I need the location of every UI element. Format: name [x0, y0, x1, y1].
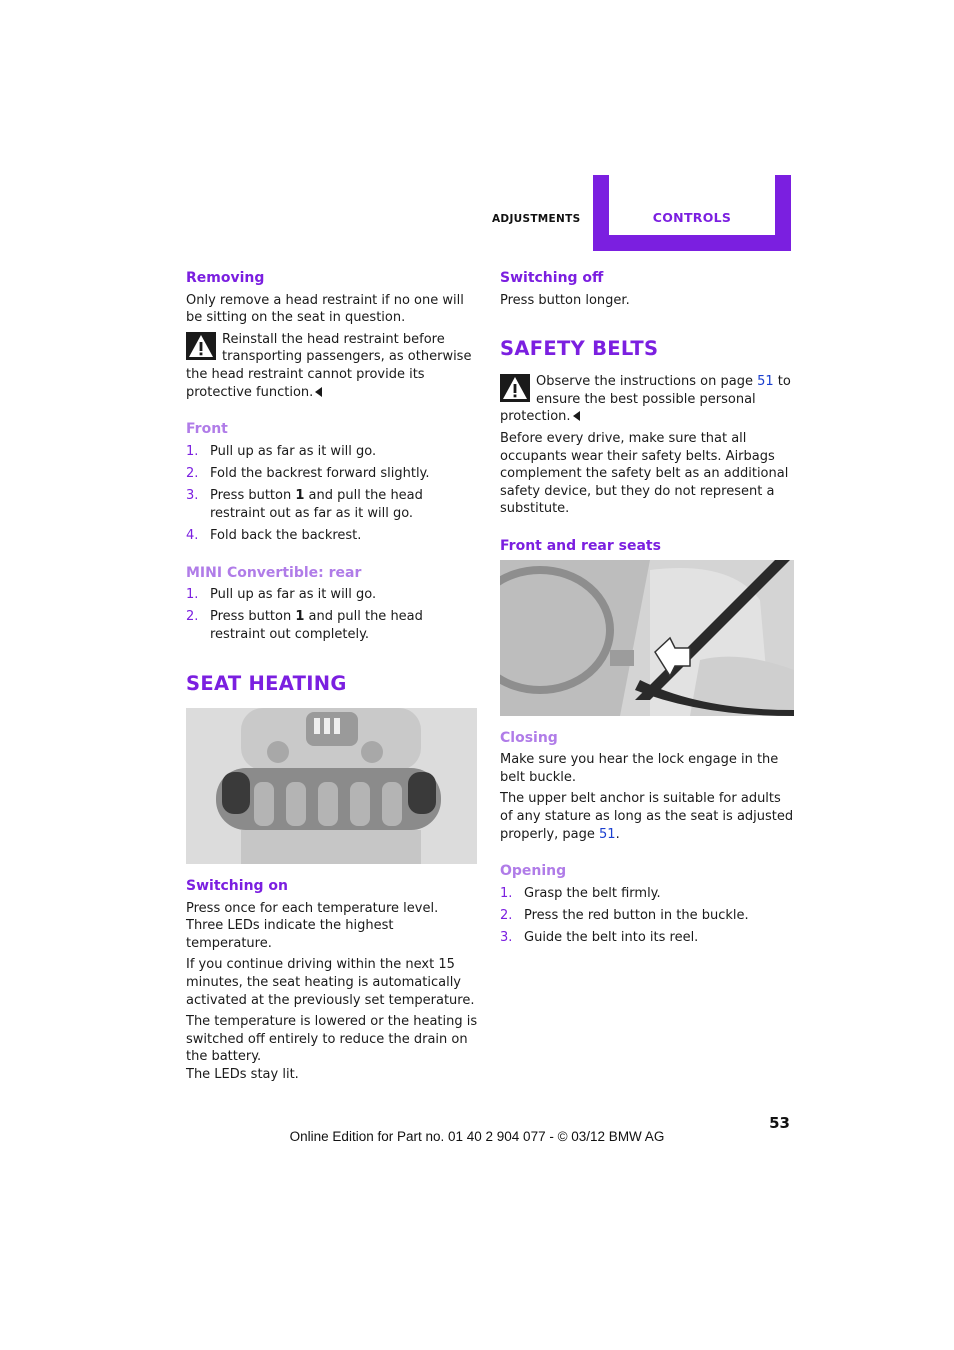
chapter-tab-label[interactable]: CONTROLS	[652, 210, 732, 225]
front-heading: Front	[186, 421, 228, 438]
front-rear-heading: Front and rear seats	[500, 537, 661, 554]
list-item: 3. Press button 1 and pull the head restraint out as far as it will go.	[186, 487, 423, 521]
page-link[interactable]: 51	[757, 374, 774, 390]
end-mark-icon	[573, 411, 580, 421]
warning-icon	[500, 374, 530, 402]
closing-text-2: The upper belt anchor is suitable for adults of any stature as long as the seat is adjusted properly, page 51.	[500, 791, 794, 842]
list-item: 1. Pull up as far as it will go.	[186, 587, 377, 603]
safety-belts-warning: Observe the instructions on page 51 to ensure the best possible personal protection.	[500, 374, 791, 425]
list-item: 1. Grasp the belt firmly.	[500, 885, 661, 901]
switching-on-heading: Switching on	[186, 878, 289, 895]
removing-warning	[186, 331, 478, 401]
switching-on-text-3: If you continue driving within the next 15 minutes, the seat heating is automatically activated at the previously set temperature.	[186, 957, 475, 1008]
switching-on-text-1: Press once for each temperature level.	[186, 900, 439, 916]
seat-heating-figure	[186, 708, 477, 864]
removing-intro: Only remove a head restraint if no one will be sitting on the seat in question.	[186, 292, 464, 326]
list-item: 4. Fold back the backrest.	[186, 527, 362, 543]
end-mark-icon	[315, 387, 322, 397]
switching-on-text-4: The temperature is lowered or the heating is switched off entirely to reduce the drain on the battery.	[186, 1014, 478, 1065]
page-number: 53	[769, 1114, 790, 1132]
removing-warning-text: Reinstall the head restraint before transporting passengers, as otherwise the head restraint cannot provide its protective function.	[186, 331, 472, 400]
switching-on-text-5: The LEDs stay lit.	[186, 1067, 299, 1083]
opening-steps	[500, 885, 794, 947]
closing-heading: Closing	[500, 729, 558, 746]
list-item: 2. Press button 1 and pull the head restraint out completely.	[186, 609, 423, 642]
convertible-heading: MINI Convertible: rear	[186, 564, 362, 581]
switching-on-text-2: Three LEDs indicate the highest temperature.	[186, 918, 394, 951]
opening-heading: Opening	[500, 863, 567, 880]
right-column	[500, 270, 794, 951]
seat-belt-figure	[500, 560, 794, 716]
section-label: ADJUSTMENTS	[492, 213, 581, 225]
front-steps	[186, 443, 478, 544]
switching-off-heading: Switching off	[500, 270, 604, 286]
seat-heating-title: SEAT HEATING	[186, 672, 347, 696]
list-item: 1. Pull up as far as it will go.	[186, 443, 377, 459]
list-item: 2. Fold the backrest forward slightly.	[186, 465, 430, 481]
left-column	[186, 270, 478, 1088]
switching-off-text: Press button longer.	[500, 292, 630, 308]
safety-belts-title: SAFETY BELTS	[500, 337, 659, 361]
closing-text-1: Make sure you hear the lock engage in the belt buckle.	[500, 752, 779, 785]
footer-edition: Online Edition for Part no. 01 40 2 904 077 - © 03/12 BMW AG	[289, 1129, 665, 1144]
removing-heading: Removing	[186, 270, 265, 286]
warning-icon	[186, 332, 216, 360]
convertible-steps	[186, 586, 478, 643]
list-item: 2. Press the red button in the buckle.	[500, 907, 749, 923]
list-item: 3. Guide the belt into its reel.	[500, 929, 699, 945]
safety-belts-intro: Before every drive, make sure that all occupants wear their safety belts. Airbags complement the safety belt as an additional safety device, but they do not represent a substitute.	[500, 430, 789, 517]
page-link[interactable]: 51	[599, 826, 616, 842]
